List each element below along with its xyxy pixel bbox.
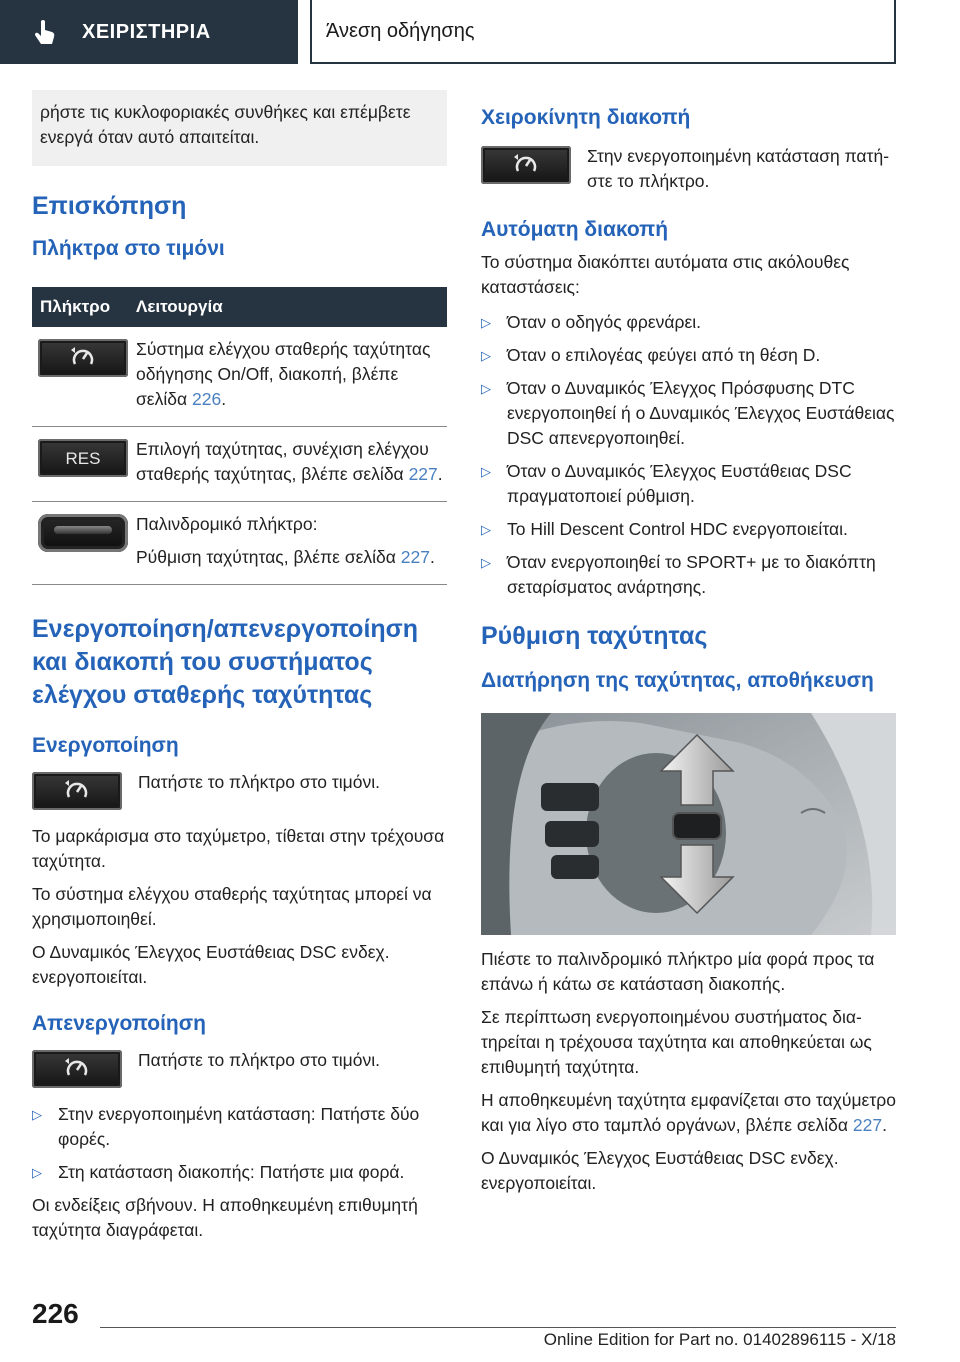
list-item-text: Στην ενεργοποιημένη κατάσταση: Πατήστε δύο φορές. <box>58 1104 420 1149</box>
on-paragraph-3: Ο Δυναμικός Έλεγχος Ευστάθειας DSC ενδεχ. ενεργοποιείται. <box>32 942 390 987</box>
on-press-text: Πατήστε το πλήκτρο στο τιμόνι. <box>138 772 380 792</box>
steering-wheel-photo <box>481 713 896 935</box>
page-link[interactable]: 227 <box>852 1115 883 1135</box>
table-row <box>32 502 447 585</box>
list-item <box>481 517 896 542</box>
right-column <box>481 104 896 1196</box>
manual-text: Στην ενεργοποιημένη κατάσταση πατήστε το πλήκτρο. <box>587 146 890 191</box>
page-link[interactable]: 226 <box>191 389 222 409</box>
row-text: Ρύθμιση ταχύτητας, βλέπε σελίδα <box>136 547 396 567</box>
manual-instruction <box>481 144 896 194</box>
speed-heading: Ρύθμιση ταχύτητας <box>481 622 708 650</box>
keep-heading: Διατήρηση της ταχύτητας, αποθήκευση <box>481 669 874 692</box>
footer-divider <box>100 1327 896 1328</box>
left-column <box>32 90 447 1243</box>
on-paragraph-1: Το μαρκάρισμα στο ταχύμετρο, τίθεται στην τρέχουσα ταχύτητα. <box>32 826 445 871</box>
hand-pointer-icon <box>30 17 78 47</box>
table-header-function: Λειτουργία <box>136 287 447 327</box>
off-heading: Απενεργοποίηση <box>32 1012 206 1035</box>
keep-paragraph-2: Σε περίπτωση ενεργοποιημένου συστήματος διατηρείται η τρέχουσα ταχύτητα και αποθηκεύεται ως επιθυμητή ταχύτητα. <box>481 1007 872 1077</box>
header-section-tab <box>0 0 298 64</box>
activation-heading: Ενεργοποίηση/απενεργοποίηση και διακοπή του συστήματος ελέγχου σταθερής ταχύτητας <box>32 615 419 709</box>
auto-bullet-list <box>481 310 896 600</box>
keep-paragraph-3 <box>481 1088 896 1138</box>
row-end: . <box>221 389 227 409</box>
cruise-control-icon <box>32 772 122 810</box>
list-item-text: Το Hill Descent Control HDC ενεργοποιείται. <box>507 519 848 539</box>
list-item <box>481 550 896 600</box>
row-end: . <box>437 464 443 484</box>
row-text: Επιλογή ταχύτητας, συνέχιση ελέγχου σταθερής ταχύτητας, βλέπε σελίδα <box>136 439 429 484</box>
list-item <box>32 1160 447 1185</box>
row-end: . <box>430 547 435 567</box>
paragraph-end: . <box>882 1115 887 1135</box>
row-text: Σύστημα ελέγχου σταθερής ταχύτητας οδήγησης On/Off, διακοπή, βλέπε σελίδα <box>136 339 431 409</box>
cruise-control-icon <box>32 1050 122 1088</box>
list-item-text: Όταν ενεργοποιηθεί το SPORT+ με το διακόπτη σεταρίσματος ανάρτησης. <box>507 552 876 597</box>
res-label: RES <box>65 448 101 468</box>
list-item-text: Στη κατάσταση διακοπής: Πατήστε μια φορά. <box>58 1162 405 1182</box>
auto-heading: Αυτόματη διακοπή <box>481 218 669 241</box>
triangle-bullet-icon: ▷ <box>481 381 491 396</box>
off-bullet-list <box>32 1102 447 1185</box>
list-item <box>481 376 896 451</box>
list-item <box>481 459 896 509</box>
keys-table <box>32 287 447 585</box>
rocker-switch-icon <box>38 514 128 552</box>
off-paragraph: Οι ενδείξεις σβήνουν. Η αποθηκευμένη επιθυμητή ταχύτητα διαγράφεται. <box>32 1195 418 1240</box>
table-row <box>32 427 447 502</box>
note-box: ρήστε τις κυκλοφοριακές συνθήκες και επέμβετε ενεργά όταν αυτό απαιτείται. <box>32 90 447 166</box>
res-button <box>38 439 128 477</box>
list-item <box>481 343 896 368</box>
triangle-bullet-icon: ▷ <box>481 464 491 479</box>
list-item <box>481 310 896 335</box>
edition-text: Online Edition for Part no. 01402896115 - X/18 <box>543 1330 896 1349</box>
cruise-control-icon <box>38 339 128 377</box>
triangle-bullet-icon: ▷ <box>32 1165 42 1180</box>
chapter-title: Άνεση οδήγησης <box>326 19 475 42</box>
auto-text: Το σύστημα διακόπτει αυτόματα στις ακόλουθες καταστάσεις: <box>481 252 850 297</box>
on-paragraph-2: Το σύστημα ελέγχου σταθερής ταχύτητας μπορεί να χρησιμοποιηθεί. <box>32 884 432 929</box>
section-title: ΧΕΙΡΙΣΤΗΡΙΑ <box>82 20 211 43</box>
list-item-text: Όταν ο επιλογέας φεύγει από τη θέση D. <box>507 345 821 365</box>
on-heading: Ενεργοποίηση <box>32 734 179 757</box>
off-instruction <box>32 1048 447 1088</box>
keep-paragraph-3-text: Η αποθηκευμένη ταχύτητα εμφανίζεται στο ταχύμετρο και για λίγο στο ταμπλό οργάνων, βλέπε σελίδα <box>481 1090 896 1135</box>
triangle-bullet-icon: ▷ <box>481 555 491 570</box>
table-row <box>32 327 447 427</box>
triangle-bullet-icon: ▷ <box>32 1107 42 1122</box>
list-item <box>32 1102 447 1152</box>
page-link[interactable]: 227 <box>400 547 430 567</box>
list-item-text: Όταν ο οδηγός φρενάρει. <box>507 312 702 332</box>
triangle-bullet-icon: ▷ <box>481 315 491 330</box>
on-instruction <box>32 770 447 810</box>
page-number: 226 <box>32 1298 79 1329</box>
off-press-text: Πατήστε το πλήκτρο στο τιμόνι. <box>138 1050 380 1070</box>
keys-heading: Πλήκτρα στο τιμόνι <box>32 237 225 260</box>
table-header-key: Πλήκτρο <box>32 287 136 327</box>
keep-paragraph-1: Πιέστε το παλινδρομικό πλήκτρο μία φορά προς τα επάνω ή κάτω σε κατάσταση διακοπής. <box>481 949 875 994</box>
page-link[interactable]: 227 <box>408 464 438 484</box>
triangle-bullet-icon: ▷ <box>481 348 491 363</box>
manual-heading: Χειροκίνητη διακοπή <box>481 106 691 129</box>
list-item-text: Όταν ο Δυναμικός Έλεγχος Πρόσφυσης DTC ενεργοποιηθεί ή ο Δυναμικός Έλεγχος Ευστάθειας DSC απενεργοποιηθεί. <box>507 378 895 448</box>
list-item-text: Όταν ο Δυναμικός Έλεγχος Ευστάθειας DSC πραγματοποιεί ρύθμιση. <box>507 461 852 506</box>
cruise-control-icon <box>481 146 571 184</box>
overview-heading: Επισκόπηση <box>32 192 187 220</box>
header-chapter <box>310 0 896 64</box>
keep-paragraph-4: Ο Δυναμικός Έλεγχος Ευστάθειας DSC ενδεχ. ενεργοποιείται. <box>481 1148 839 1193</box>
triangle-bullet-icon: ▷ <box>481 522 491 537</box>
row-text-a: Παλινδρομικό πλήκτρο: <box>136 514 318 534</box>
